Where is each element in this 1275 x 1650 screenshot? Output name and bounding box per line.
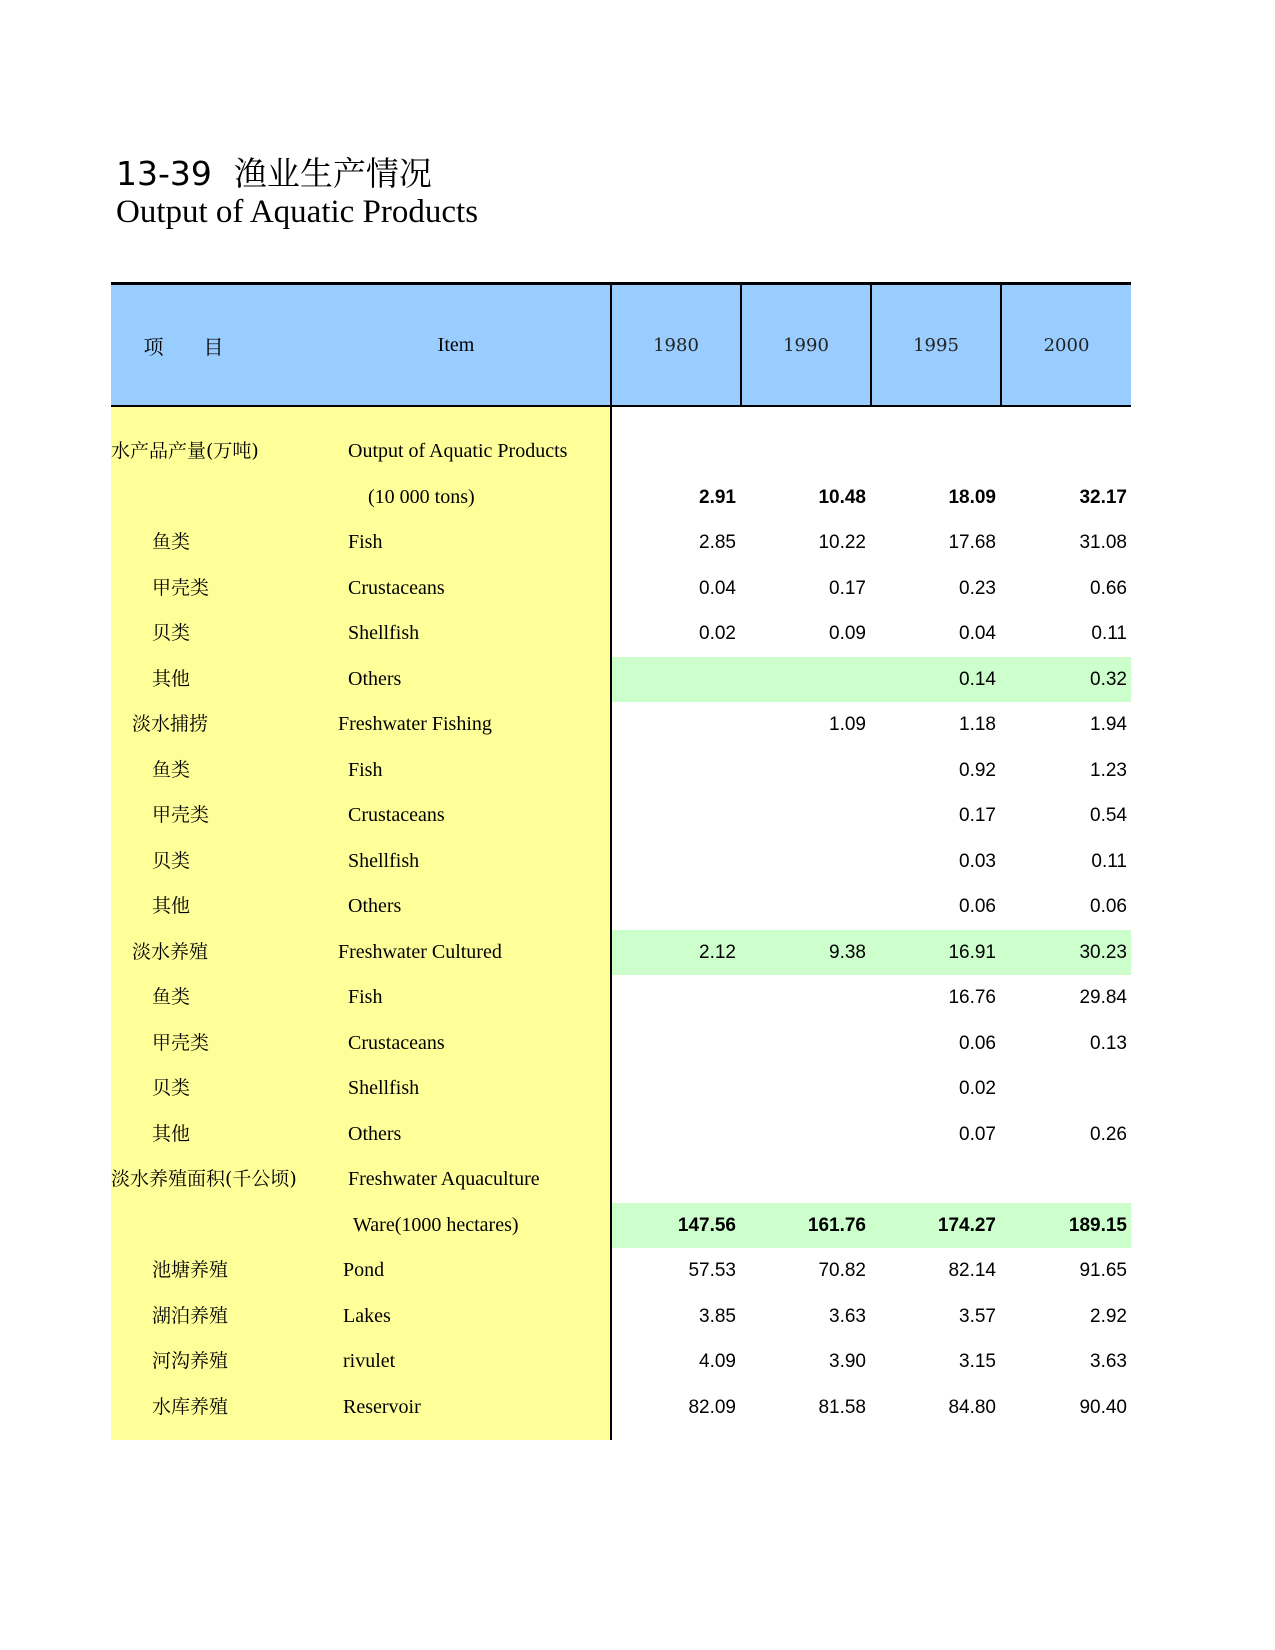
- item-english: Fish: [348, 986, 383, 1008]
- value-1995: 0.14: [959, 668, 996, 690]
- value-1980: [616, 793, 736, 839]
- value-2000: 32.17: [1079, 486, 1127, 508]
- item-english: Fish: [348, 758, 383, 781]
- value-2000: 0.32: [1090, 668, 1127, 690]
- item-english: Crustaceans: [348, 1031, 445, 1054]
- item-english: Fish: [348, 531, 383, 553]
- value-1995: 0.06: [959, 896, 996, 917]
- table-row: [111, 975, 1131, 1021]
- value-1980: 2.91: [699, 486, 736, 508]
- value-1990: 0.17: [829, 577, 866, 599]
- value-1995: 1.18: [959, 714, 996, 735]
- value-1990: [746, 793, 866, 839]
- value-1990: 1.09: [829, 714, 866, 735]
- value-1980: 0.04: [699, 577, 736, 599]
- table-row: [111, 1066, 1131, 1112]
- value-2000: 3.63: [1090, 1351, 1127, 1372]
- value-1980: 82.09: [688, 1396, 736, 1418]
- value-1995: 0.04: [959, 623, 996, 644]
- header-year-1995: 1995: [870, 285, 1000, 405]
- value-1995: 17.68: [948, 532, 996, 553]
- value-1980: [616, 429, 736, 475]
- item-english: Crustaceans: [348, 804, 445, 826]
- item-english: Others: [348, 667, 402, 690]
- table-row: [111, 1385, 1131, 1431]
- item-chinese: 贝类: [152, 1077, 191, 1099]
- value-1990: [746, 1157, 866, 1203]
- value-2000: 0.06: [1090, 896, 1127, 917]
- value-1980: [616, 1112, 736, 1158]
- page-title-english: Output of Aquatic Products: [116, 194, 479, 230]
- value-2000: 30.23: [1079, 941, 1127, 963]
- header-item-chinese: 项 目: [143, 336, 224, 359]
- table-row: [111, 520, 1131, 566]
- item-chinese: 贝类: [152, 622, 191, 644]
- value-1990: 10.48: [818, 486, 866, 508]
- table-row: [111, 884, 1131, 930]
- value-1995: 0.07: [959, 1123, 996, 1145]
- table-row: [111, 475, 1131, 521]
- item-chinese: 鱼类: [152, 531, 191, 553]
- table-row: [111, 748, 1131, 794]
- value-2000: [1007, 429, 1127, 475]
- value-1980: 2.85: [699, 532, 736, 553]
- value-1995: 0.02: [959, 1078, 996, 1099]
- value-2000: 90.40: [1079, 1396, 1127, 1418]
- value-1990: [746, 429, 866, 475]
- value-1980: [616, 884, 736, 930]
- item-chinese: 甲壳类: [152, 804, 210, 826]
- item-chinese: 湖泊养殖: [152, 1304, 229, 1327]
- value-2000: 0.11: [1091, 623, 1127, 644]
- value-2000: 0.13: [1090, 1032, 1127, 1054]
- item-english: (10 000 tons): [368, 485, 475, 508]
- value-1990: 9.38: [829, 941, 866, 963]
- item-chinese: 水库养殖: [152, 1395, 229, 1418]
- value-1990: [746, 1112, 866, 1158]
- value-1980: 0.02: [699, 623, 736, 644]
- header-year-1980: 1980: [610, 285, 740, 405]
- item-chinese: 鱼类: [152, 986, 191, 1008]
- value-1990: 3.63: [829, 1305, 866, 1327]
- value-1980: [616, 975, 736, 1021]
- table-row: [111, 702, 1131, 748]
- table-row: [111, 429, 1131, 475]
- value-1980: [616, 702, 736, 748]
- table-row: [111, 657, 1131, 703]
- value-1980: 3.85: [699, 1305, 736, 1327]
- item-chinese: 其他: [152, 895, 191, 917]
- value-1995: [876, 1157, 996, 1203]
- value-1980: [616, 1066, 736, 1112]
- table-row: [111, 1203, 1131, 1249]
- value-2000: [1007, 1157, 1127, 1203]
- table-row: [111, 1294, 1131, 1340]
- item-english: Freshwater Aquaculture: [348, 1168, 540, 1190]
- table-number: 13-39: [116, 154, 212, 193]
- item-chinese: 水产品产量(万吨): [111, 440, 259, 462]
- item-english: Shellfish: [348, 622, 420, 644]
- item-chinese: 池塘养殖: [152, 1259, 229, 1281]
- header-year-1990: 1990: [740, 285, 870, 405]
- value-1990: 10.22: [818, 532, 866, 553]
- value-1980: [616, 748, 736, 794]
- value-2000: 31.08: [1079, 532, 1127, 553]
- value-1980: 147.56: [677, 1214, 736, 1236]
- value-1990: 0.09: [829, 623, 866, 644]
- item-chinese: 淡水捕捞: [132, 713, 209, 735]
- value-1980: [616, 1157, 736, 1203]
- table-row: [111, 1112, 1131, 1158]
- header-year-2000: 2000: [1000, 285, 1131, 405]
- value-1995: 3.15: [959, 1351, 996, 1372]
- table-row: [111, 793, 1131, 839]
- item-english: Others: [348, 895, 402, 917]
- value-1990: [746, 839, 866, 885]
- value-1990: 161.76: [807, 1214, 866, 1236]
- value-2000: [1007, 1066, 1127, 1112]
- value-1990: 70.82: [818, 1260, 866, 1281]
- table-row: [111, 1157, 1131, 1203]
- item-chinese: 鱼类: [152, 758, 191, 781]
- table-row: [111, 566, 1131, 612]
- item-english: Ware(1000 hectares): [353, 1213, 519, 1236]
- value-1980: 57.53: [688, 1260, 736, 1281]
- item-english: Freshwater Fishing: [338, 713, 492, 735]
- table-row: [111, 1248, 1131, 1294]
- value-1980: 2.12: [699, 941, 736, 963]
- value-1980: [616, 657, 736, 703]
- value-1995: 174.27: [937, 1214, 996, 1236]
- value-2000: 91.65: [1079, 1260, 1127, 1281]
- item-chinese: 淡水养殖面积(千公顷): [111, 1168, 297, 1190]
- page-title: [116, 148, 432, 195]
- item-english: Shellfish: [348, 849, 420, 872]
- item-english: rivulet: [343, 1350, 396, 1372]
- item-english: Crustaceans: [348, 576, 445, 599]
- table-row: [111, 1021, 1131, 1067]
- value-1980: [616, 1021, 736, 1067]
- table-row: [111, 839, 1131, 885]
- value-1995: 18.09: [948, 486, 996, 508]
- item-chinese: 甲壳类: [152, 1031, 210, 1054]
- value-2000: 1.23: [1090, 759, 1127, 781]
- value-1980: 4.09: [699, 1351, 736, 1372]
- value-1995: 16.76: [948, 987, 996, 1008]
- value-1990: [746, 657, 866, 703]
- value-1995: 0.23: [959, 577, 996, 599]
- item-chinese: 淡水养殖: [132, 940, 209, 963]
- item-chinese: 河沟养殖: [152, 1350, 229, 1372]
- value-2000: 0.11: [1091, 850, 1127, 872]
- item-chinese: 其他: [152, 667, 191, 690]
- value-1995: 0.03: [959, 850, 996, 872]
- value-1990: [746, 1066, 866, 1112]
- value-1995: 16.91: [948, 941, 996, 963]
- value-1995: [876, 429, 996, 475]
- value-1990: [746, 975, 866, 1021]
- table-row: [111, 1339, 1131, 1385]
- value-2000: 0.54: [1090, 805, 1127, 826]
- table-row: [111, 611, 1131, 657]
- item-english: Shellfish: [348, 1077, 420, 1099]
- value-1990: [746, 748, 866, 794]
- item-english: Freshwater Cultured: [338, 940, 502, 963]
- value-2000: 189.15: [1068, 1214, 1127, 1236]
- value-2000: 0.66: [1090, 577, 1127, 599]
- value-1995: 0.06: [959, 1032, 996, 1054]
- value-1980: [616, 839, 736, 885]
- value-2000: 0.26: [1090, 1123, 1127, 1145]
- value-1995: 82.14: [948, 1260, 996, 1281]
- value-1995: 84.80: [948, 1396, 996, 1418]
- value-1990: [746, 884, 866, 930]
- item-english: Output of Aquatic Products: [348, 440, 568, 462]
- item-chinese: 甲壳类: [152, 576, 210, 599]
- value-1990: [746, 1021, 866, 1067]
- table-row: [111, 930, 1131, 976]
- value-1995: 0.17: [959, 805, 996, 826]
- item-english: Reservoir: [343, 1395, 421, 1418]
- table-header: [111, 282, 1131, 407]
- item-chinese: 其他: [152, 1122, 191, 1145]
- title-chinese: 渔业生产情况: [233, 154, 432, 193]
- value-1995: 3.57: [959, 1305, 996, 1327]
- header-item-english: Item: [437, 333, 475, 356]
- item-chinese: 贝类: [152, 849, 191, 872]
- value-2000: 29.84: [1079, 987, 1127, 1008]
- value-2000: 1.94: [1090, 714, 1127, 735]
- item-english: Pond: [343, 1259, 385, 1281]
- value-1995: 0.92: [959, 759, 996, 781]
- value-2000: 2.92: [1090, 1305, 1127, 1327]
- item-english: Lakes: [343, 1304, 391, 1327]
- value-1990: 81.58: [818, 1396, 866, 1418]
- item-english: Others: [348, 1122, 402, 1145]
- value-1990: 3.90: [829, 1351, 866, 1372]
